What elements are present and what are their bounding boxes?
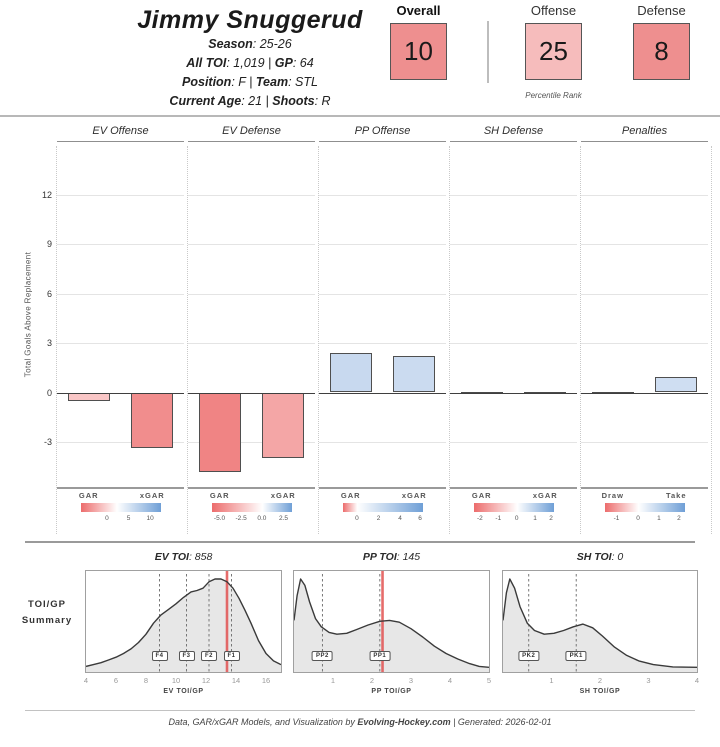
legend-tick-label: 0.0 [257, 515, 267, 522]
legend-tick-label: 0 [514, 515, 519, 522]
gridline [57, 294, 184, 295]
toi-value: : 0 [611, 551, 624, 563]
x-axis-label: PP TOI/GP [371, 688, 412, 695]
gridline [319, 442, 446, 443]
gridline [319, 294, 446, 295]
category-label: xGAR [401, 491, 427, 500]
panel-title: EV Offense [92, 125, 149, 137]
panel-title-underline [188, 141, 315, 142]
category-label: xGAR [270, 491, 296, 500]
x-tick: 3 [408, 676, 414, 685]
gridline [319, 343, 446, 344]
legend-tick-label: 0 [355, 515, 359, 522]
x-tick: 2 [597, 676, 603, 685]
panel-separator [711, 146, 712, 534]
panel-separator [580, 146, 581, 534]
x-axis-line [450, 487, 577, 489]
x-axis-line [188, 487, 315, 489]
gridline [581, 244, 708, 245]
x-tick: 4 [83, 676, 89, 685]
toi-panel-title [85, 551, 282, 563]
panel-title-underline [581, 141, 708, 142]
toi-panel-title [502, 551, 698, 563]
category-label: GAR [209, 491, 230, 500]
toi-value: : 858 [188, 551, 213, 563]
percentile-rank-caption: Percentile Rank [525, 91, 582, 100]
gridline [57, 244, 184, 245]
bar-gar [330, 353, 372, 393]
gridline [581, 294, 708, 295]
color-legend [81, 503, 161, 512]
position-marker-pk1: PK1 [566, 651, 587, 661]
category-label: xGAR [139, 491, 165, 500]
category-label: xGAR [532, 491, 558, 500]
position-marker-f2: F2 [201, 651, 217, 661]
toi-panel-title [293, 551, 490, 563]
x-tick: 2 [369, 676, 375, 685]
position-marker-pp1: PP1 [369, 651, 390, 661]
legend-tick-label: -1 [495, 515, 502, 522]
info-segment: Team [255, 75, 289, 89]
gridline [188, 294, 315, 295]
footer-credit [0, 717, 720, 727]
panel-title: Penalties [621, 125, 668, 137]
legend-tick-label: 4 [398, 515, 402, 522]
info-segment: GP [274, 56, 293, 70]
info-segment: : 25-26 [252, 37, 292, 51]
panel-title: SH Defense [483, 125, 544, 137]
x-tick: 4 [447, 676, 453, 685]
info-segment: Shoots [272, 94, 315, 108]
legend-tick-label: 10 [146, 515, 154, 522]
percentile-label-offense: Offense [530, 3, 577, 18]
toi-summary-label [8, 597, 86, 629]
color-legend [212, 503, 292, 512]
x-tick: 1 [330, 676, 336, 685]
legend-tick-label: 2 [376, 515, 381, 522]
info-segment: All TOI [186, 56, 227, 70]
legend-tick-label: 5 [126, 515, 131, 522]
panel-title-underline [450, 141, 577, 142]
x-tick: 8 [143, 676, 149, 685]
gridline [57, 343, 184, 344]
category-label: Take [665, 491, 687, 500]
x-axis-line [581, 487, 708, 489]
legend-tick-label: -2.5 [235, 515, 247, 522]
legend-tick-label: 0 [636, 515, 640, 522]
footer-text: Data, GAR/xGAR Models, and Visualization by [168, 717, 358, 727]
color-legend [474, 503, 554, 512]
legend-tick-label: -2 [477, 515, 483, 522]
gridline [581, 343, 708, 344]
x-tick: 4 [694, 676, 700, 685]
x-axis-line [319, 487, 446, 489]
legend-tick-label: -5.0 [213, 515, 226, 522]
percentile-divider [487, 21, 489, 83]
x-tick: 3 [646, 676, 651, 685]
category-label: GAR [78, 491, 99, 500]
panel-title-underline [319, 141, 446, 142]
bar-xgar [393, 356, 435, 392]
info-segment: : F | [231, 75, 256, 89]
legend-tick-label: 6 [418, 515, 422, 522]
panel-title: PP Offense [354, 125, 411, 137]
y-axis-label: Total Goals Above Replacement [23, 251, 33, 378]
zero-line [57, 393, 184, 395]
toi-value: : 145 [396, 551, 421, 563]
legend-tick-label: 2 [549, 515, 553, 522]
category-label: Draw [601, 491, 624, 500]
position-marker-f4: F4 [151, 651, 167, 661]
percentile-label-overall: Overall [396, 3, 441, 18]
gridline [319, 244, 446, 245]
gridline [581, 195, 708, 196]
position-marker-pp2: PP2 [312, 651, 333, 661]
category-label: GAR [471, 491, 492, 500]
gridline [450, 343, 577, 344]
gridline [581, 442, 708, 443]
percentile-box-overall: 10 [390, 23, 447, 80]
info-segment: Current Age [169, 94, 242, 108]
zero-line [188, 393, 315, 395]
y-tick: 3 [46, 338, 52, 349]
footer-brand: Evolving-Hockey.com [357, 717, 451, 727]
info-segment: : R [314, 94, 331, 108]
toi-label: PP TOI [362, 551, 397, 563]
x-axis-line [57, 487, 184, 489]
color-legend [343, 503, 423, 512]
x-tick: 16 [261, 676, 271, 685]
x-tick: 14 [231, 676, 241, 685]
gridline [188, 244, 315, 245]
panel-title-underline [57, 141, 184, 142]
y-tick: 6 [46, 288, 52, 299]
x-tick: 12 [201, 676, 211, 685]
info-segment: Position [182, 75, 232, 89]
x-axis-label: SH TOI/GP [579, 688, 621, 695]
x-tick: 1 [549, 676, 554, 685]
toi-label: SH TOI [576, 551, 612, 563]
x-tick: 6 [113, 676, 119, 685]
bar-xgar [131, 393, 173, 449]
toi-summary-label-line: TOI/GP [27, 599, 67, 610]
gridline [319, 195, 446, 196]
y-tick: 12 [41, 189, 52, 200]
footer-generated: | Generated: 2026-02-01 [450, 717, 552, 727]
info-segment: : 1,019 | [226, 56, 275, 70]
section-divider [25, 541, 695, 543]
color-legend [605, 503, 685, 512]
x-tick: 10 [171, 676, 181, 685]
x-tick: 5 [486, 676, 492, 685]
gridline [450, 244, 577, 245]
legend-tick-label: 0 [105, 515, 109, 522]
x-axis-label: EV TOI/GP [163, 688, 204, 695]
info-segment: : 21 | [241, 94, 273, 108]
gridline [450, 442, 577, 443]
legend-tick-label: 2 [677, 515, 681, 522]
position-marker-f3: F3 [178, 651, 194, 661]
panel-separator [449, 146, 450, 534]
gridline [57, 195, 184, 196]
header-divider [0, 115, 720, 117]
y-tick: 0 [46, 387, 52, 398]
legend-tick-label: 2.5 [278, 515, 289, 522]
category-label: GAR [340, 491, 361, 500]
info-segment: : 64 [292, 56, 314, 70]
percentile-label-defense: Defense [637, 3, 686, 18]
y-tick: -3 [43, 436, 52, 447]
gridline [188, 343, 315, 344]
position-marker-pk2: PK2 [518, 651, 539, 661]
player-name: Jimmy Snuggerud [137, 6, 363, 34]
zero-line [319, 393, 446, 395]
percentile-box-defense: 8 [633, 23, 690, 80]
legend-tick-label: 1 [657, 515, 661, 522]
footer-divider [25, 710, 695, 711]
gridline [450, 195, 577, 196]
position-marker-f1: F1 [223, 651, 239, 661]
zero-line [581, 393, 708, 395]
zero-line [450, 393, 577, 395]
panel-title: EV Defense [222, 125, 281, 137]
y-tick: 9 [46, 239, 52, 250]
panel-separator [56, 146, 57, 534]
toi-label: EV TOI [154, 551, 189, 563]
bar-take [655, 377, 697, 393]
bar-xgar [262, 393, 304, 459]
legend-tick-label: -1 [613, 515, 620, 522]
panel-separator [187, 146, 188, 534]
info-segment: : STL [288, 75, 318, 89]
player-info-line [40, 92, 460, 111]
gridline [450, 294, 577, 295]
percentile-box-offense: 25 [525, 23, 582, 80]
toi-summary-label-line: Summary [21, 615, 73, 626]
info-segment: Season [208, 37, 253, 51]
gridline [188, 195, 315, 196]
legend-tick-label: 1 [533, 515, 537, 522]
panel-separator [318, 146, 319, 534]
bar-gar [199, 393, 241, 472]
